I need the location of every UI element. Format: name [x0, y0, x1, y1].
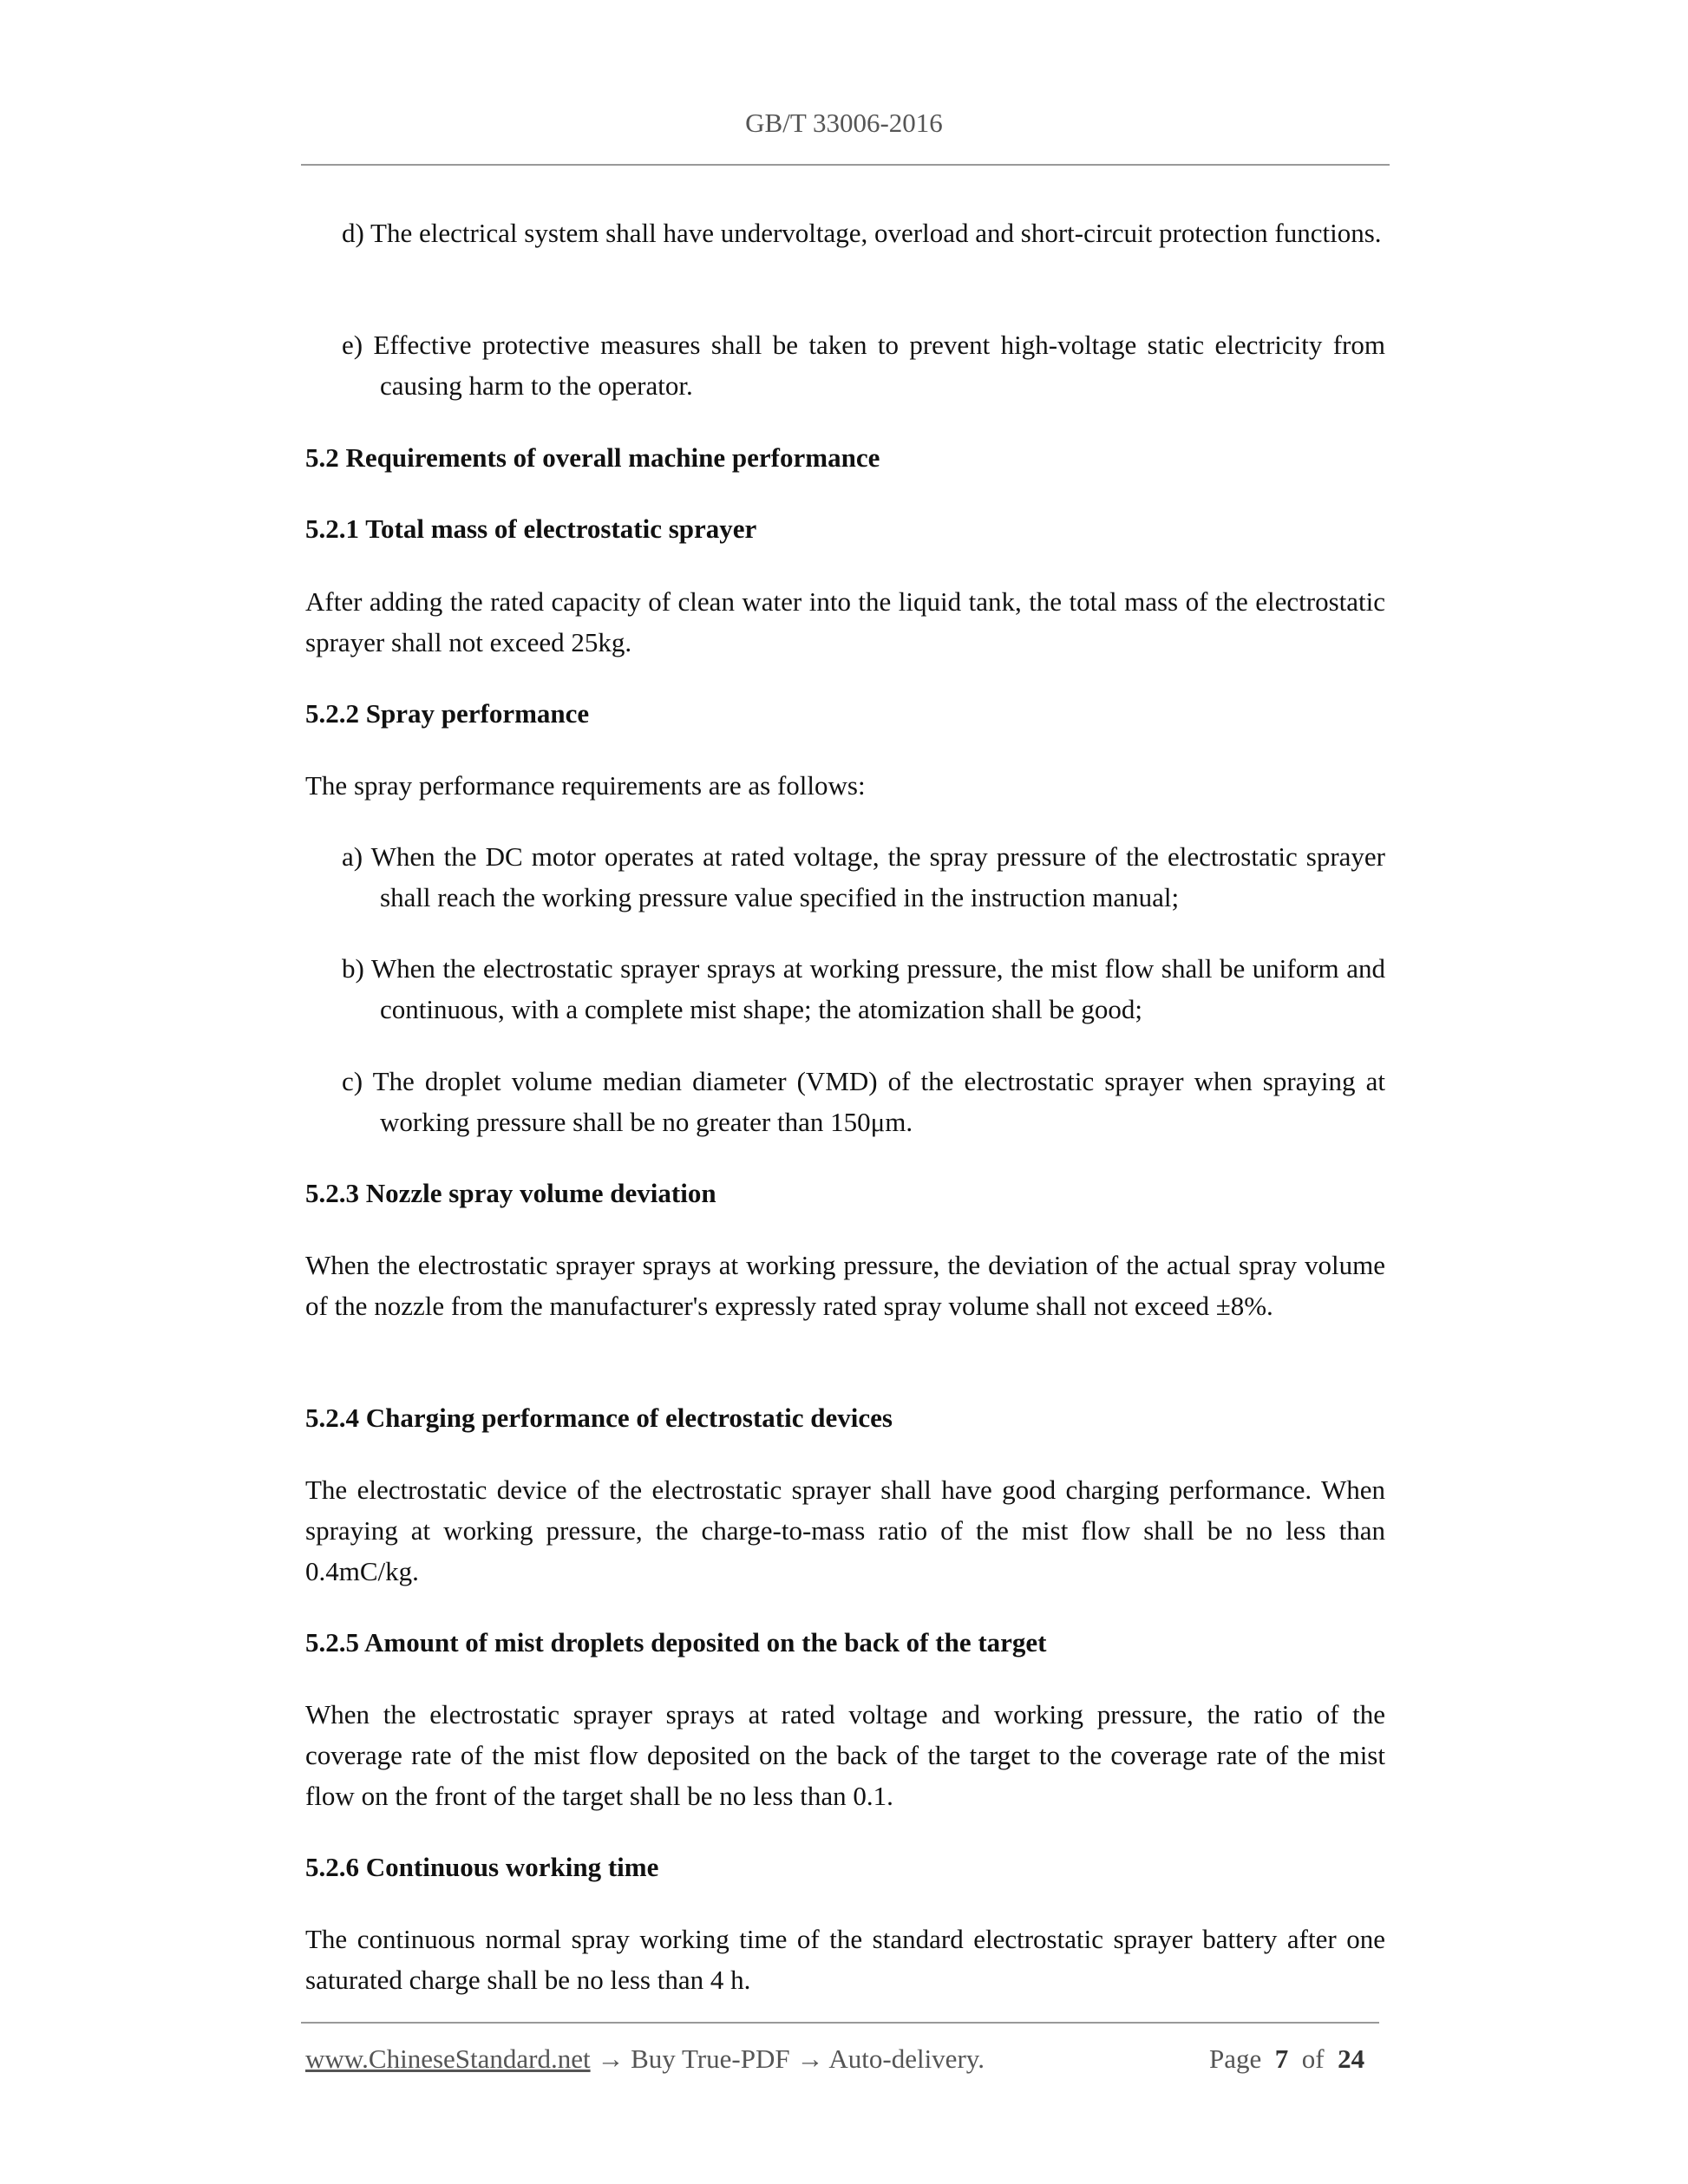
- section-heading-5-2: 5.2 Requirements of overall machine performance: [305, 442, 880, 473]
- current-page: 7: [1274, 2043, 1289, 2074]
- website-link[interactable]: www.ChineseStandard.net: [305, 2043, 591, 2074]
- paragraph-5-2-4: The electrostatic device of the electrostatic sprayer shall have good charging performance. When spraying at working pressure, the charge-to-mass ratio of the mist flow shall be no less than 0.4mC/kg.: [305, 1475, 1385, 1586]
- section-heading-5-2-1: 5.2.1 Total mass of electrostatic sprayer: [305, 513, 757, 544]
- paragraph-5-2-5: When the electrostatic sprayer sprays at rated voltage and working pressure, the ratio of the coverage rate of the mist flow deposited on the back of the target to the coverage rate of the mist flow on the front of the target shall be no less than 0.1.: [305, 1699, 1385, 1811]
- list-item-d: d) The electrical system shall have undervoltage, overload and short-circuit protection functions.: [342, 218, 1382, 248]
- paragraph-5-2-6: The continuous normal spray working time of the standard electrostatic sprayer battery after one saturated charge shall be no less than 4 h.: [305, 1924, 1385, 1995]
- paragraph-5-2-3: When the electrostatic sprayer sprays at working pressure, the deviation of the actual spray volume of the nozzle from the manufacturer's expressly rated spray volume shall not exceed ±8%.: [305, 1250, 1385, 1321]
- list-item-b: b) When the electrostatic sprayer sprays at working pressure, the mist flow shall be uniform and continuous, with a complete mist shape; the atomization shall be good;: [342, 953, 1385, 1024]
- section-heading-5-2-5: 5.2.5 Amount of mist droplets deposited on the back of the target: [305, 1627, 1047, 1658]
- footer-promo: [305, 2043, 985, 2075]
- page-indicator: [1209, 2043, 1364, 2075]
- document-header: GB/T 33006-2016: [745, 108, 943, 138]
- section-heading-5-2-3: 5.2.3 Nozzle spray volume deviation: [305, 1178, 716, 1208]
- header-divider: [301, 164, 1390, 166]
- paragraph-5-2-2: The spray performance requirements are as follows:: [305, 770, 866, 801]
- section-heading-5-2-6: 5.2.6 Continuous working time: [305, 1852, 659, 1882]
- list-item-c: c) The droplet volume median diameter (VMD) of the electrostatic sprayer when spraying at working pressure shall be no greater than 150μm.: [342, 1066, 1385, 1137]
- list-item-a: a) When the DC motor operates at rated voltage, the spray pressure of the electrostatic sprayer shall reach the working pressure value specified in the instruction manual;: [342, 841, 1385, 912]
- page-label: Page: [1209, 2043, 1262, 2074]
- total-pages: 24: [1338, 2043, 1365, 2074]
- of-label: of: [1301, 2043, 1325, 2074]
- section-heading-5-2-4: 5.2.4 Charging performance of electrostatic devices: [305, 1403, 893, 1433]
- paragraph-5-2-1: After adding the rated capacity of clean water into the liquid tank, the total mass of the electrostatic sprayer shall not exceed 25kg.: [305, 586, 1385, 657]
- footer-promo-text: → Buy True-PDF → Auto-delivery.: [590, 2043, 985, 2074]
- section-heading-5-2-2: 5.2.2 Spray performance: [305, 698, 590, 729]
- footer-divider: [301, 2022, 1379, 2024]
- list-item-e: e) Effective protective measures shall be taken to prevent high-voltage static electricity from causing harm to the operator.: [342, 330, 1385, 401]
